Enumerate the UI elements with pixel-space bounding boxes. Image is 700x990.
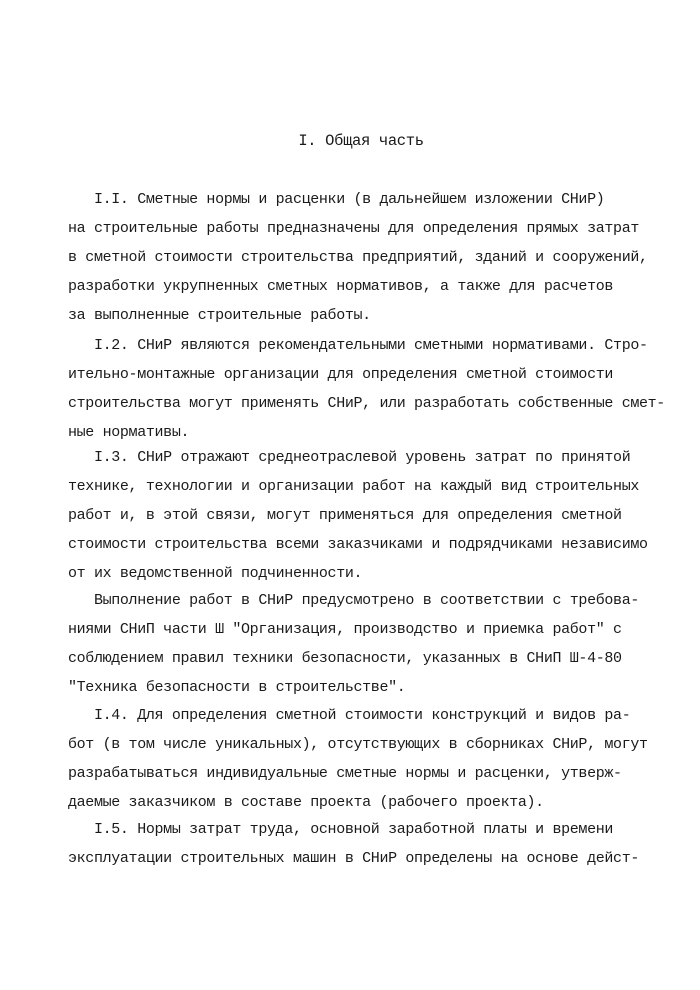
text-line: ниями СНиП части Ш "Организация, производство и приемка работ" с	[68, 621, 622, 638]
paragraph-1-5	[68, 815, 668, 873]
text-line: бот (в том числе уникальных), отсутствующих в сборниках СНиР, могут	[68, 736, 648, 753]
text-line: технике, технологии и организации работ на каждый вид строительных	[68, 478, 639, 495]
paragraph-requirements	[68, 586, 668, 702]
text-line: разработки укрупненных сметных нормативов, а также для расчетов	[68, 278, 614, 295]
section-heading: I. Общая часть	[298, 132, 424, 150]
text-line: даемые заказчиком в составе проекта (рабочего проекта).	[68, 794, 544, 811]
text-line: I.4. Для определения сметной стоимости конструкций и видов ра-	[68, 707, 631, 724]
paragraph-1-4	[68, 701, 668, 817]
text-line: строительства могут применять СНиР, или разработать собственные смет-	[68, 395, 665, 412]
paragraph-1-2	[68, 331, 668, 447]
text-line: "Техника безопасности в строительстве".	[68, 679, 406, 696]
text-line: Выполнение работ в СНиР предусмотрено в соответствии с требова-	[68, 592, 639, 609]
paragraph-1-1	[68, 185, 668, 330]
text-line: за выполненные строительные работы.	[68, 307, 371, 324]
text-line: стоимости строительства всеми заказчиками и подрядчиками независимо	[68, 536, 648, 553]
text-line: ные нормативы.	[68, 424, 190, 441]
text-line: от их ведомственной подчиненности.	[68, 565, 363, 582]
text-line: ительно-монтажные организации для определения сметной стоимости	[68, 366, 614, 383]
text-line: эксплуатации строительных машин в СНиР определены на основе дейст-	[68, 850, 639, 867]
text-line: I.5. Нормы затрат труда, основной заработной платы и времени	[68, 821, 614, 838]
text-line: работ и, в этой связи, могут применяться для определения сметной	[68, 507, 622, 524]
text-line: на строительные работы предназначены для определения прямых затрат	[68, 220, 639, 237]
text-line: соблюдением правил техники безопасности, указанных в СНиП Ш-4-80	[68, 650, 622, 667]
text-line: I.I. Сметные нормы и расценки (в дальнейшем изложении СНиР)	[68, 191, 605, 208]
text-line: I.2. СНиР являются рекомендательными сметными нормативами. Стро-	[68, 337, 648, 354]
paragraph-1-3	[68, 443, 668, 588]
text-line: I.3. СНиР отражают среднеотраслевой уровень затрат по принятой	[68, 449, 631, 466]
text-line: в сметной стоимости строительства предприятий, зданий и сооружений,	[68, 249, 648, 266]
text-line: разрабатываться индивидуальные сметные нормы и расценки, утверж-	[68, 765, 622, 782]
